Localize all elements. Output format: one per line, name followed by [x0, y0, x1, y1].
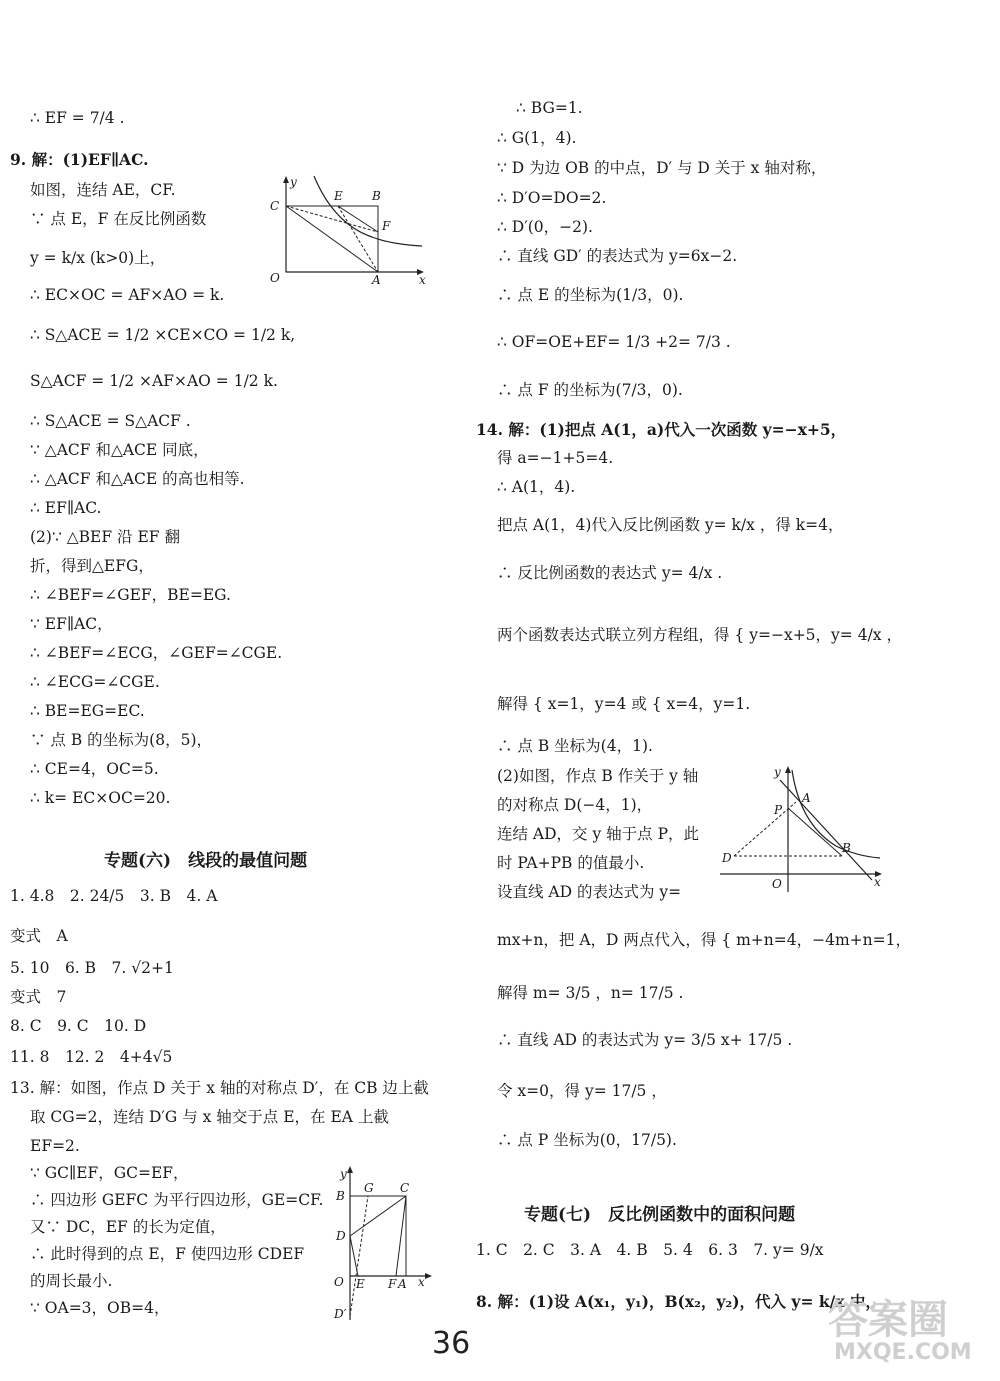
text-line: ∵ D 为边 OB 的中点，D′ 与 D 关于 x 轴对称， — [497, 159, 827, 177]
text-line: ∴ D′(0，−2). — [497, 218, 593, 236]
label-D: D — [722, 851, 732, 865]
text-line: S△ACF = 1/2 ×AF×AO = 1/2 k. — [30, 372, 278, 390]
segment-EA — [338, 206, 378, 272]
figure-problem-13 — [330, 1160, 440, 1322]
answer-line: ∵ GC∥EF，GC=EF， — [30, 1164, 189, 1182]
y-axis-arrow — [347, 1166, 353, 1173]
problem-14-title: 14. 解：(1)把点 A(1，a)代入一次函数 y=−x+5， — [476, 420, 847, 439]
text-line: ∴ CE=4，OC=5. — [30, 760, 159, 778]
text-line: 连结 AD，交 y 轴于点 P，此 — [497, 825, 700, 843]
answer-line: 变式 7 — [10, 988, 67, 1006]
label-B: B — [372, 189, 381, 203]
label-D: D — [336, 1229, 346, 1243]
text-line: y = k/x (k>0)上， — [30, 249, 166, 267]
answer-line: 的周长最小. — [30, 1272, 113, 1290]
section-heading-6: 专题(六) 线段的最值问题 — [104, 851, 308, 871]
text-line: ∴ BG=1. — [516, 99, 583, 117]
label-D-prime: D′ — [334, 1307, 347, 1321]
label-B: B — [842, 841, 851, 855]
answer-line: 13. 解：如图，作点 D 关于 x 轴的对称点 D′，在 CB 边上截 — [10, 1079, 429, 1097]
label-O: O — [334, 1275, 344, 1289]
segment-CF — [286, 206, 378, 232]
text-line: ∴ EF = 7/4 . — [30, 109, 125, 127]
answer-line: ∴ 此时得到的点 E，F 使四边形 CDEF — [30, 1245, 305, 1263]
label-B: B — [336, 1189, 345, 1203]
text-line: ∴ 直线 GD′ 的表达式为 y=6x−2. — [497, 247, 738, 265]
label-x: x — [418, 1275, 425, 1289]
y-axis-arrow — [283, 176, 289, 183]
text-line: 设直线 AD 的表达式为 y= — [497, 883, 682, 901]
figure-problem-9 — [262, 172, 432, 287]
label-C: C — [270, 199, 280, 213]
section-heading-7: 专题(七) 反比例函数中的面积问题 — [524, 1205, 796, 1225]
label-E: E — [356, 1277, 365, 1291]
text-line: 把点 A(1，4)代入反比例函数 y= k/x ，得 k=4， — [497, 516, 844, 534]
text-line: ∵ 点 B 的坐标为(8，5)， — [30, 731, 212, 749]
text-line: ∴ S△ACE = S△ACF . — [30, 412, 191, 430]
text-line: ∴ △ACF 和△ACE 的高也相等. — [30, 470, 245, 488]
label-P: P — [774, 803, 783, 817]
text-line: ∵ 点 E，F 在反比例函数 — [30, 210, 207, 228]
line-y-eq-neg-x-plus-5 — [780, 780, 872, 880]
label-y: y — [290, 175, 297, 189]
segment-CA — [286, 206, 378, 272]
answer-line: 8. C 9. C 10. D — [10, 1017, 147, 1035]
label-O: O — [270, 271, 280, 285]
text-line: ∴ 直线 AD 的表达式为 y= 3/5 x+ 17/5 . — [497, 1031, 793, 1049]
label-G: G — [364, 1181, 374, 1195]
text-line: 解得 { x=1，y=4 或 { x=4，y=1. — [497, 695, 751, 713]
label-x: x — [874, 875, 881, 889]
label-A: A — [398, 1277, 407, 1291]
answer-line: 5. 10 6. B 7. √2+1 — [10, 959, 174, 977]
x-axis-arrow — [425, 1273, 432, 1279]
segment-FC — [396, 1196, 406, 1276]
y-axis-arrow — [785, 766, 791, 773]
text-line: 解得 m= 3/5 ，n= 17/5 . — [497, 984, 684, 1002]
label-F: F — [388, 1277, 397, 1291]
text-line: 的对称点 D(−4，1)， — [497, 796, 653, 814]
text-line: ∴ 点 P 坐标为(0，17/5). — [497, 1131, 677, 1149]
label-C: C — [400, 1181, 410, 1195]
segment-EF — [338, 206, 378, 232]
text-line: ∴ ∠BEF=∠GEF，BE=EG. — [30, 586, 231, 604]
label-O: O — [772, 877, 782, 891]
text-line: ∴ S△ACE = 1/2 ×CE×CO = 1/2 k, — [30, 326, 296, 344]
text-line: ∴ EF∥AC. — [30, 499, 102, 517]
answer-line: 取 CG=2，连结 D′G 与 x 轴交于点 E，在 EA 上截 — [30, 1108, 389, 1126]
label-y: y — [774, 765, 781, 779]
answer-line: 变式 A — [10, 927, 68, 945]
text-line: (2)如图，作点 B 作关于 y 轴 — [497, 767, 699, 785]
segment-PB — [788, 808, 842, 856]
answer-line: ∵ OA=3，OB=4， — [30, 1299, 170, 1317]
problem-8-title: 8. 解：(1)设 A(x₁，y₁)，B(x₂，y₂)，代入 y= k/x 中， — [476, 1292, 881, 1311]
answer-line: 11. 8 12. 2 4+4√5 — [10, 1048, 173, 1066]
answer-line: 又∵ DC，EF 的长为定值， — [30, 1218, 226, 1236]
segment-DA — [734, 802, 796, 856]
text-line: 得 a=−1+5=4. — [497, 449, 614, 467]
text-line: (2)∵ △BEF 沿 EF 翻 — [30, 528, 180, 546]
text-line: ∴ 点 B 坐标为(4，1). — [497, 737, 653, 755]
segment-DC — [350, 1196, 406, 1236]
segment-DprimeG — [350, 1196, 368, 1316]
text-line: ∴ k= EC×OC=20. — [30, 789, 171, 807]
text-line: ∴ EC×OC = AF×AO = k. — [30, 286, 225, 304]
text-line: ∴ D′O=DO=2. — [497, 189, 607, 207]
label-x: x — [419, 273, 426, 287]
label-F: F — [382, 219, 391, 233]
text-line: ∴ 点 F 的坐标为(7/3，0). — [497, 381, 683, 399]
label-A: A — [802, 791, 811, 805]
answer-line: EF=2. — [30, 1137, 80, 1155]
text-line: ∴ ∠ECG=∠CGE. — [30, 673, 160, 691]
text-line: 时 PA+PB 的值最小. — [497, 854, 645, 872]
text-line: 令 x=0，得 y= 17/5 ， — [497, 1082, 667, 1100]
hyperbola-curve — [314, 176, 422, 246]
watermark-logo: 答案圈 — [828, 1297, 948, 1343]
text-line: 折，得到△EFG， — [30, 557, 154, 575]
answer-line: 1. 4.8 2. 24/5 3. B 4. A — [10, 887, 218, 905]
problem-9-title: 9. 解：(1)EF∥AC. — [10, 150, 149, 169]
text-line: ∵ △ACF 和△ACE 同底， — [30, 441, 209, 459]
answer-line: 1. C 2. C 3. A 4. B 5. 4 6. 3 7. y= 9/x — [476, 1241, 824, 1259]
text-line: ∴ G(1，4). — [497, 129, 577, 147]
hyperbola-curve — [792, 770, 880, 858]
text-line: 两个函数表达式联立列方程组，得 { y=−x+5，y= 4/x ， — [497, 626, 902, 644]
figure-problem-14 — [716, 762, 892, 894]
text-line: ∴ 反比例函数的表达式 y= 4/x . — [497, 564, 723, 582]
answer-line: ∴ 四边形 GEFC 为平行四边形，GE=CF. — [30, 1191, 324, 1209]
watermark-url: MXQE.COM — [834, 1340, 972, 1365]
text-line: ∴ ∠BEF=∠ECG，∠GEF=∠CGE. — [30, 644, 283, 662]
label-A: A — [372, 273, 381, 287]
label-E: E — [334, 189, 343, 203]
text-line: 如图，连结 AE，CF. — [30, 181, 176, 199]
text-line: ∴ A(1，4). — [497, 478, 576, 496]
label-y: y — [340, 1167, 347, 1181]
text-line: ∴ BE=EG=EC. — [30, 702, 145, 720]
page-number: 36 — [432, 1326, 471, 1361]
text-line: ∴ OF=OE+EF= 1/3 +2= 7/3 . — [497, 333, 731, 351]
text-line: ∴ 点 E 的坐标为(1/3，0). — [497, 286, 684, 304]
text-line: mx+n，把 A，D 两点代入，得 { m+n=4，−4m+n=1， — [497, 931, 911, 949]
text-line: ∵ EF∥AC， — [30, 615, 113, 633]
